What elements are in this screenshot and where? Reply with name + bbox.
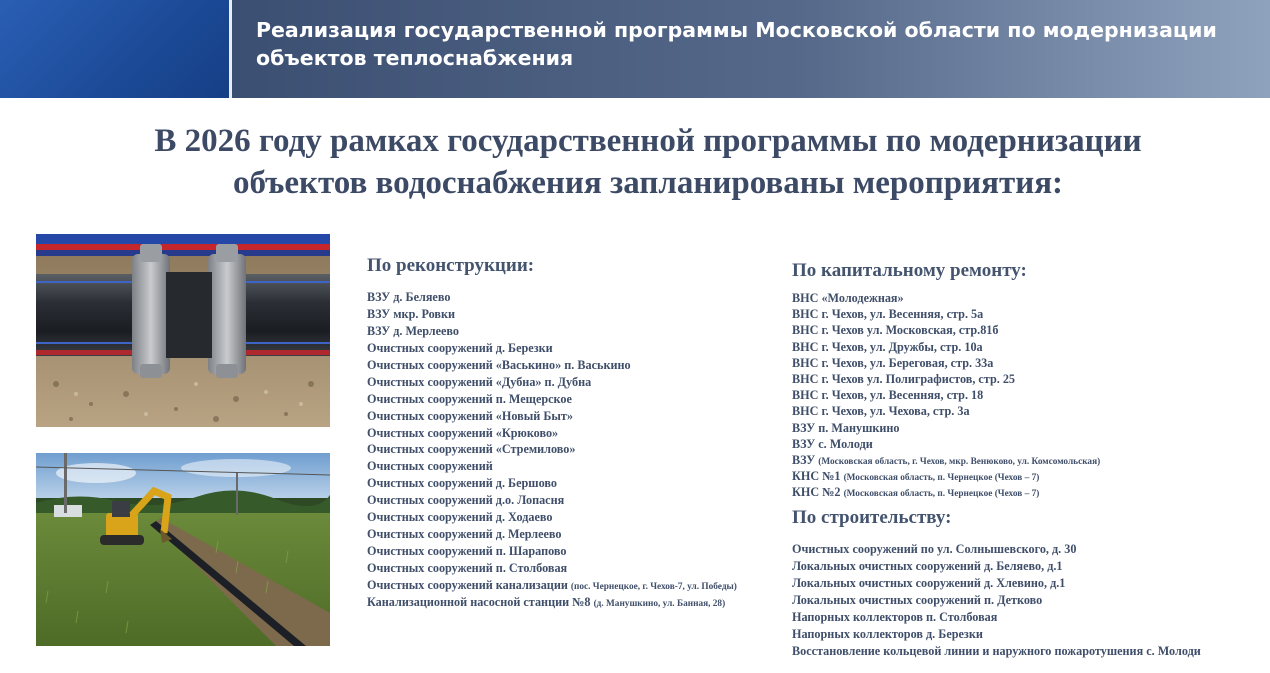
header-banner — [0, 0, 1270, 98]
list-item-note: (пос. Чернецкое, г. Чехов-7, ул. Победы) — [570, 581, 737, 592]
list-item-text: ВЗУ — [792, 452, 816, 467]
capital-repair-heading: По капитальному ремонту: — [792, 260, 1027, 281]
list-item-text: ВНС г. Чехов, ул. Весенняя, стр. 5а — [792, 307, 984, 322]
list-item-text: Напорных коллекторов п. Столбовая — [792, 610, 998, 624]
list-item-text: Локальных очистных сооружений д. Беляево, д.1 — [792, 559, 1063, 573]
list-item-text: Очистных сооружений канализации — [367, 577, 568, 592]
page-title-line-1: В 2026 году рамках государственной программы по модернизации — [154, 123, 1142, 159]
construction-heading: По строительству: — [792, 507, 952, 528]
list-item-text: Очистных сооружений д. Бершово — [367, 476, 557, 491]
list-item-text: ВЗУ с. Молоди — [792, 436, 873, 451]
list-item — [792, 592, 1201, 609]
list-item — [792, 403, 1100, 419]
list-item — [367, 441, 737, 458]
list-item — [367, 425, 737, 442]
list-item-text: Очистных сооружений «Васькино» п. Васькино — [367, 357, 631, 372]
pipe-coupling-photo — [36, 234, 330, 427]
list-item-text: Очистных сооружений «Стремилово» — [367, 442, 576, 457]
header-title — [256, 16, 1256, 72]
list-item — [367, 306, 737, 323]
list-item-text: Очистных сооружений п. Мещерское — [367, 391, 572, 406]
list-item-text: Очистных сооружений д. Ходаево — [367, 510, 553, 525]
list-item-text: Очистных сооружений д.о. Лопасня — [367, 493, 565, 508]
list-item — [792, 355, 1100, 371]
list-item — [367, 560, 737, 577]
list-item-text: Очистных сооружений «Новый Быт» — [367, 408, 573, 423]
list-item-text: Очистных сооружений д. Березки — [367, 340, 553, 355]
list-item-text: ВЗУ д. Мерлеево — [367, 323, 459, 338]
list-item — [367, 391, 737, 408]
list-item-text: ВЗУ д. Беляево — [367, 290, 451, 304]
list-item — [367, 526, 737, 543]
list-item-text: Канализационной насосной станции №8 — [367, 594, 591, 609]
list-item — [792, 575, 1201, 592]
list-item-text: ВНС г. Чехов ул. Московская, стр.81б — [792, 323, 999, 338]
list-item-text: ВНС г. Чехов, ул. Весенняя, стр. 18 — [792, 388, 984, 403]
list-item — [367, 492, 737, 509]
list-item — [792, 387, 1100, 403]
construction-list — [792, 541, 1201, 660]
list-item — [792, 290, 1100, 306]
list-item — [367, 340, 737, 357]
list-item-note: (Московская область, г. Чехов, мкр. Венюково, ул. Комсомольская) — [818, 456, 1101, 467]
list-item-text: ВНС г. Чехов, ул. Дружбы, стр. 10а — [792, 339, 983, 354]
list-item-note: (Московская область, п. Чернецкое (Чехов – 7) — [843, 473, 1040, 484]
list-item-note: (Московская область, п. Чернецкое (Чехов – 7) — [843, 489, 1040, 500]
list-item-text: КНС №2 — [792, 485, 841, 500]
list-item — [792, 306, 1100, 322]
list-item — [792, 436, 1100, 452]
list-item-text: ВЗУ мкр. Ровки — [367, 306, 456, 321]
list-item — [367, 577, 737, 594]
list-item — [792, 452, 1100, 468]
list-item-text: Локальных очистных сооружений п. Детково — [792, 593, 1043, 607]
header-blue-block — [0, 0, 229, 98]
list-item-text: Очистных сооружений по ул. Солнышевского, д. 30 — [792, 542, 1077, 556]
list-item — [792, 420, 1100, 436]
list-item — [792, 322, 1100, 338]
list-item — [792, 609, 1201, 626]
list-item — [367, 458, 737, 475]
list-item — [792, 484, 1100, 500]
list-item — [367, 594, 737, 611]
list-item — [792, 468, 1100, 484]
list-item-text: ВНС «Молодежная» — [792, 291, 904, 305]
list-item — [792, 371, 1100, 387]
page-title-line-2: объектов водоснабжения запланированы мероприятия: — [232, 165, 1064, 201]
list-item — [792, 626, 1201, 643]
list-item — [367, 357, 737, 374]
header-title-line-2: объектов теплоснабжения — [256, 46, 574, 70]
excavator-pipeline-photo — [36, 453, 330, 646]
list-item-note: (д. Манушкино, ул. Банная, 28) — [593, 598, 726, 609]
list-item — [367, 509, 737, 526]
list-item-text: Напорных коллекторов д. Березки — [792, 627, 983, 641]
list-item-text: Очистных сооружений «Дубна» п. Дубна — [367, 374, 592, 389]
list-item — [367, 289, 737, 306]
reconstruction-list — [367, 289, 737, 611]
list-item-text: ВЗУ п. Манушкино — [792, 420, 900, 435]
reconstruction-heading: По реконструкции: — [367, 255, 535, 276]
list-item-text: КНС №1 — [792, 469, 841, 484]
list-item-text: Очистных сооружений д. Мерлеево — [367, 527, 562, 542]
list-item-text: Локальных очистных сооружений д. Хлевино, д.1 — [792, 576, 1066, 590]
list-item-text: Очистных сооружений п. Столбовая — [367, 561, 568, 575]
header-title-area — [232, 0, 1270, 98]
list-item-text: Восстановление кольцевой линии и наружного пожаротушения с. Молоди — [792, 644, 1201, 658]
capital-repair-list — [792, 290, 1100, 500]
list-item-text: ВНС г. Чехов ул. Полиграфистов, стр. 25 — [792, 371, 1016, 386]
list-item — [792, 339, 1100, 355]
header-title-line-1: Реализация государственной программы Московской области по модернизации — [256, 18, 1217, 42]
list-item — [792, 541, 1201, 558]
list-item — [367, 408, 737, 425]
list-item — [367, 543, 737, 560]
list-item-text: ВНС г. Чехов, ул. Чехова, стр. 3а — [792, 404, 970, 419]
list-item-text: Очистных сооружений — [367, 459, 493, 474]
list-item-text: Очистных сооружений «Крюково» — [367, 425, 559, 440]
list-item-text: ВНС г. Чехов, ул. Береговая, стр. 33а — [792, 355, 994, 370]
list-item — [367, 475, 737, 492]
list-item — [792, 643, 1201, 660]
page-title — [40, 120, 1256, 204]
list-item — [367, 323, 737, 340]
list-item-text: Очистных сооружений п. Шарапово — [367, 544, 567, 559]
list-item — [367, 374, 737, 391]
list-item — [792, 558, 1201, 575]
